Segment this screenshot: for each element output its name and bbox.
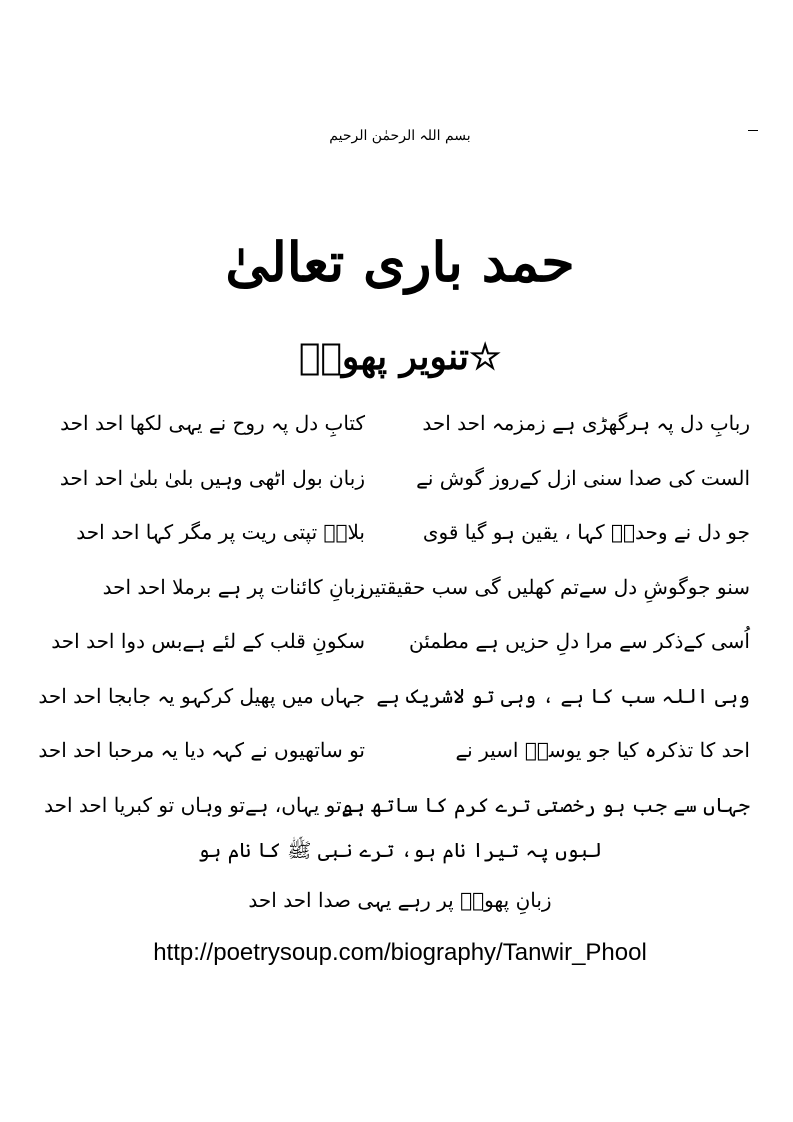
poet-biography-link[interactable]: http://poetrysoup.com/biography/Tanwir_Phool (153, 939, 647, 966)
couplet-first-line: الست کی صدا سنی ازل کےروز گوش نے (416, 465, 750, 490)
couplet-second-line: ہےتو یہاں، ہےتو وہاں تو کبریا احد احد (44, 792, 365, 817)
couplet-second-line: جہاں میں پھیل کرکہو یہ جابجا احد احد (38, 683, 365, 708)
couplet (38, 675, 750, 730)
poem-body (38, 402, 750, 838)
couplet-first-line: وہی اللہ سب کا ہے ، وہی تو لاشریک ہے (376, 683, 750, 708)
couplet (50, 402, 750, 457)
couplet-first-line: احد کا تذکرہ کیا جو یوسفؑ اسیر نے (455, 738, 750, 762)
couplet (50, 457, 750, 512)
couplet (50, 566, 750, 621)
couplet-second-line: زبان بول اٹھی وہیں بلیٰ بلیٰ احد احد (59, 465, 365, 490)
couplet-first-line: سنو جوگوشِ دل سےتم کھلیں گی سب حقیقتیں (359, 574, 750, 599)
couplet-second-line: زبانِ کائنات پر ہے برملا احد احد (102, 574, 365, 599)
closing-line-1: لبوں پہ تیرا نام ہو، ترے نبی ﷺ کا نام ہو (197, 838, 603, 862)
couplet-second-line: کتابِ دل پہ روح نے یہی لکھا احد احد (60, 411, 365, 435)
couplet (50, 511, 750, 566)
couplet (38, 729, 750, 784)
couplet-first-line: جو دل نے وحدہٗ کہا ، یقین ہو گیا قوی (422, 520, 750, 544)
page-dash-mark (748, 130, 758, 131)
couplet-first-line: جہاں سے جب ہو رخصتی ترے کرم کا ساتھ ہو (341, 792, 750, 817)
couplet-second-line: بلالؓ تپتی ریت پر مگر کہا احد احد (76, 520, 365, 544)
closing-line-2: زبانِ پھولؔ پر رہے یہی صدا احد احد (248, 888, 552, 912)
couplet (50, 620, 750, 675)
poem-title: حمد باری تعالیٰ (225, 230, 575, 294)
couplet (44, 784, 750, 839)
bismillah-heading: بسم اللہ الرحمٰن الرحیم (329, 128, 471, 144)
couplet-second-line: سکونِ قلب کے لئے ہےبس دوا احد احد (51, 629, 365, 653)
couplet-first-line: ربابِ دل پہ ہرگھڑی ہے زمزمہ احد احد (422, 411, 750, 435)
couplet-second-line: تو ساتھیوں نے کہہ دیا یہ مرحبا احد احد (38, 738, 365, 762)
couplet-first-line: اُسی کےذکر سے مرا دلِ حزیں ہے مطمئن (409, 629, 750, 653)
poet-name: ☆تنویر پھولؔ (298, 336, 502, 378)
